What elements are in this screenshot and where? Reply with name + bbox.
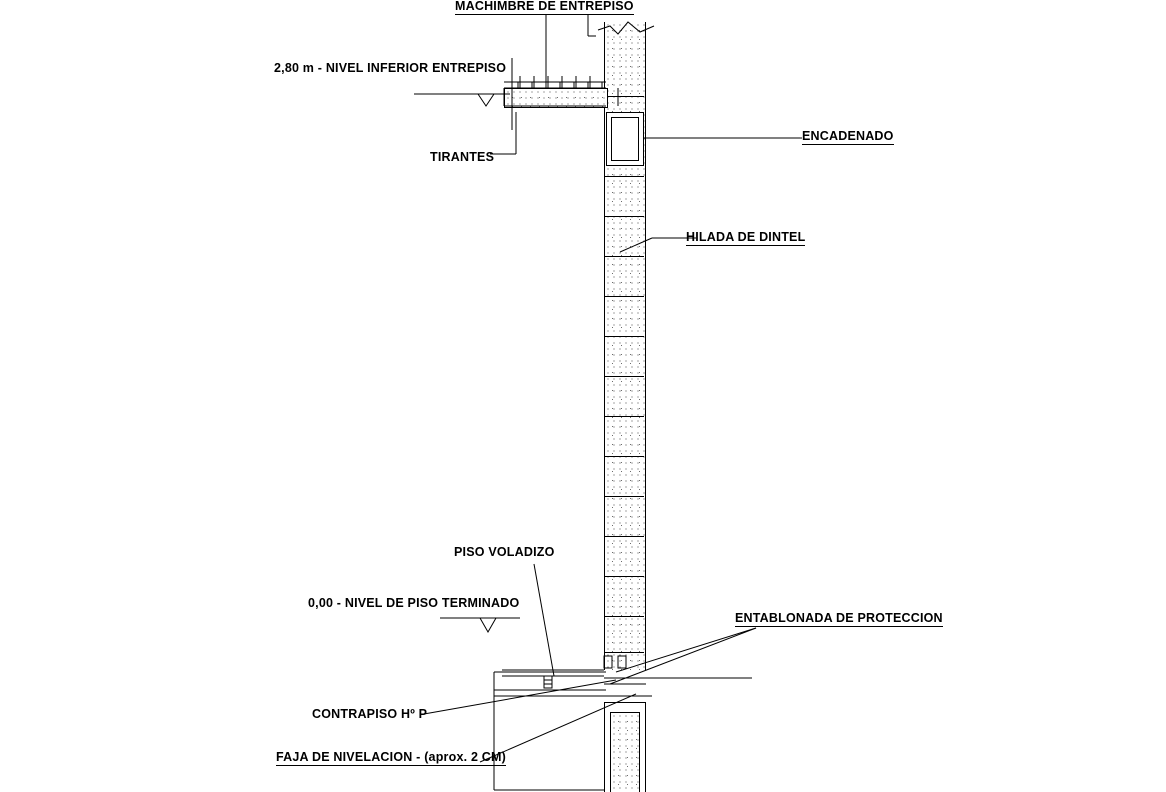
leader-entablonada [596,620,776,690]
course-line [604,376,644,377]
nivel-inferior-entrepiso-simbolo [414,80,524,108]
course-line [604,416,644,417]
label-nivel-de-piso-terminado: 0,00 - NIVEL DE PISO TERMINADO [308,596,520,610]
leader-machimbre [540,10,610,90]
leader-piso-voladizo [530,560,570,680]
course-line [604,176,644,177]
label-hilada-de-dintel: HILADA DE DINTEL [686,230,806,244]
course-line [604,576,644,577]
leader-tirantes [486,110,546,158]
label-encadenado: ENCADENADO [802,129,894,143]
label-piso-voladizo: PISO VOLADIZO [454,545,555,559]
course-line [604,616,644,617]
course-line [604,536,644,537]
label-nivel-inferior-entrepiso: 2,80 m - NIVEL INFERIOR ENTREPISO [274,61,507,75]
label-tirantes: TIRANTES [430,150,495,164]
label-machimbre-de-entrepiso: MACHIMBRE DE ENTREPISO [455,0,634,13]
label-contrapiso-ho-p: CONTRAPISO Hº P [312,707,428,721]
course-line [604,456,644,457]
course-line [604,496,644,497]
label-faja-de-nivelacion: FAJA DE NIVELACION - (aprox. 2 CM) [276,750,506,764]
course-line [604,336,644,337]
course-line [604,256,644,257]
label-entablonada-de-proteccion: ENTABLONADA DE PROTECCION [735,611,943,625]
course-line [604,216,644,217]
leader-encadenado [642,128,808,148]
course-line [604,296,644,297]
